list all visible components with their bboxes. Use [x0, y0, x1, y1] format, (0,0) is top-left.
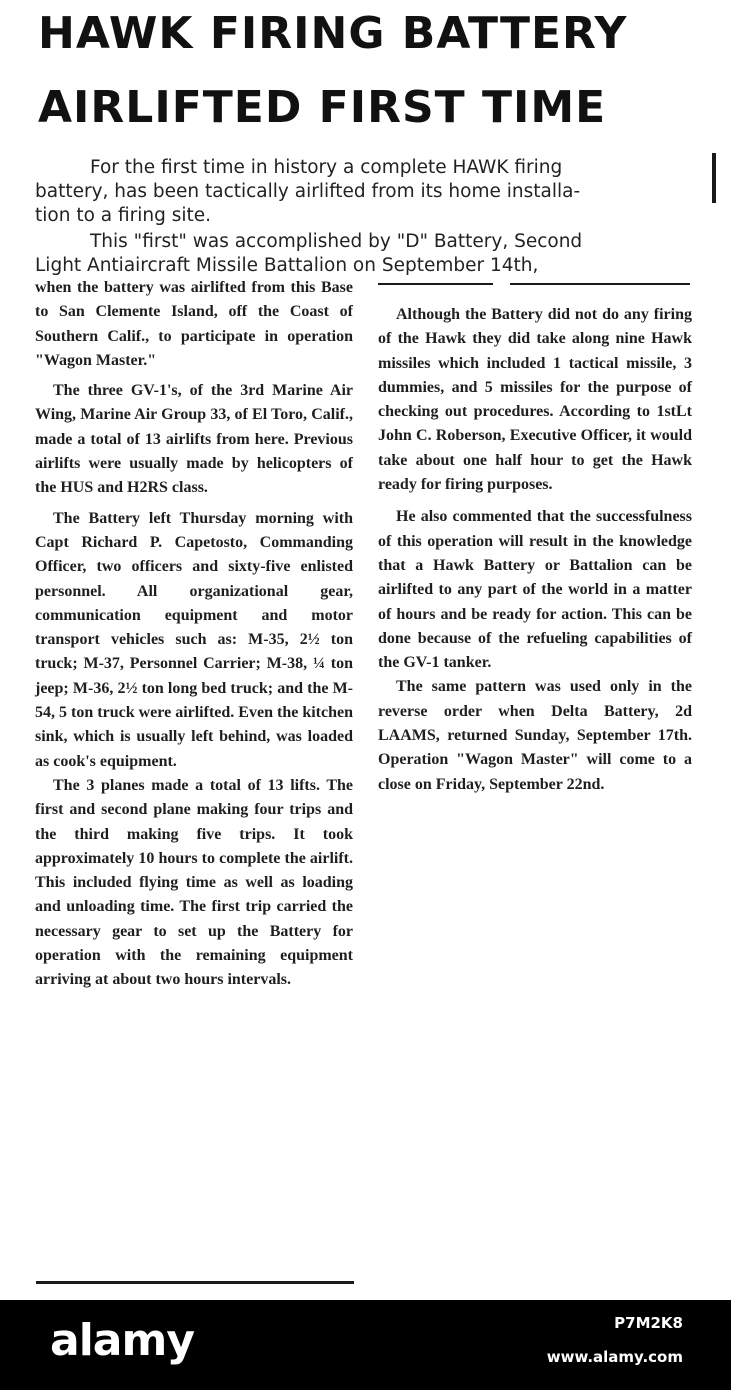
column-end-rule — [36, 1281, 354, 1284]
watermark-footer — [0, 1300, 731, 1390]
article-column-right — [378, 303, 692, 797]
column-rule — [378, 283, 493, 285]
column-rule — [510, 283, 690, 285]
column-edge-mark — [712, 153, 716, 203]
lead-line: Light Antiaircraft Missile Battalion on September 14th, — [35, 255, 539, 276]
body-paragraph: when the battery was airlifted from this Base to San Clemente Island, off the Coast of Southern Calif., to participate in operation "Wagon Master." — [35, 279, 353, 369]
lead-line: tion to a firing site. — [35, 205, 212, 226]
website-text: www.alamy.com — [546, 1348, 683, 1366]
lead-line: battery, has been tactically airlifted from its home installa- — [35, 181, 581, 202]
lead-line: This "first" was accomplished by "D" Battery, Second — [90, 231, 583, 252]
headline-line-2: AIRLIFTED FIRST TIME — [38, 82, 607, 133]
alamy-logo: alamy — [50, 1315, 194, 1366]
article-column-left — [35, 276, 353, 993]
body-paragraph: He also commented that the successfulness of this operation will result in the knowledge that a Hawk Battery or Battalion can be airlifted to any part of the world in a matter of hours and be ready for action. This can be done because of the refueling capabilities of the GV-1 tanker. — [378, 508, 692, 672]
headline-line-1: HAWK FIRING BATTERY — [38, 8, 628, 59]
body-paragraph: Although the Battery did not do any firing of the Hawk they did take along nine Hawk missiles which included 1 tactical missile, 3 dummies, and 5 missiles for the purpose of checking out procedures. According to 1stLt John C. Roberson, Executive Officer, it would take about one half hour to get the Hawk ready for firing purposes. — [378, 306, 692, 494]
body-paragraph: The three GV-1's, of the 3rd Marine Air Wing, Marine Air Group 33, of El Toro, Calif., made a total of 13 airlifts from here. Previous airlifts were usually made by helicopters of the HUS and H2RS class. — [35, 382, 353, 497]
body-paragraph: The Battery left Thursday morning with Capt Richard P. Capetosto, Commanding Officer, two officers and sixty-five enlisted personnel. All organizational gear, communication equipment and motor transport vehicles such as: M-35, 2½ ton truck; M-37, Personnel Carrier; M-38, ¼ ton jeep; M-36, 2½ ton long bed truck; and the M-54, 5 ton truck were airlifted. Even the kitchen sink, which is usually left behind, was loaded as cook's equipment. — [35, 509, 353, 770]
image-id: P7M2K8 — [614, 1314, 683, 1332]
body-paragraph: The 3 planes made a total of 13 lifts. The first and second plane making four trips and the third making five trips. It took approximately 10 hours to complete the airlift. This included flying time as well as loading and unloading time. The first trip carried the necessary gear to set up the Battery for operation with the remaining equipment arriving at about two hours intervals. — [35, 776, 353, 989]
body-paragraph: The same pattern was used only in the reverse order when Delta Battery, 2d LAAMS, returned Sunday, September 17th. Operation "Wagon Master" will come to a close on Friday, September 22nd. — [378, 678, 692, 793]
lead-line: For the first time in history a complete HAWK firing — [90, 157, 563, 178]
